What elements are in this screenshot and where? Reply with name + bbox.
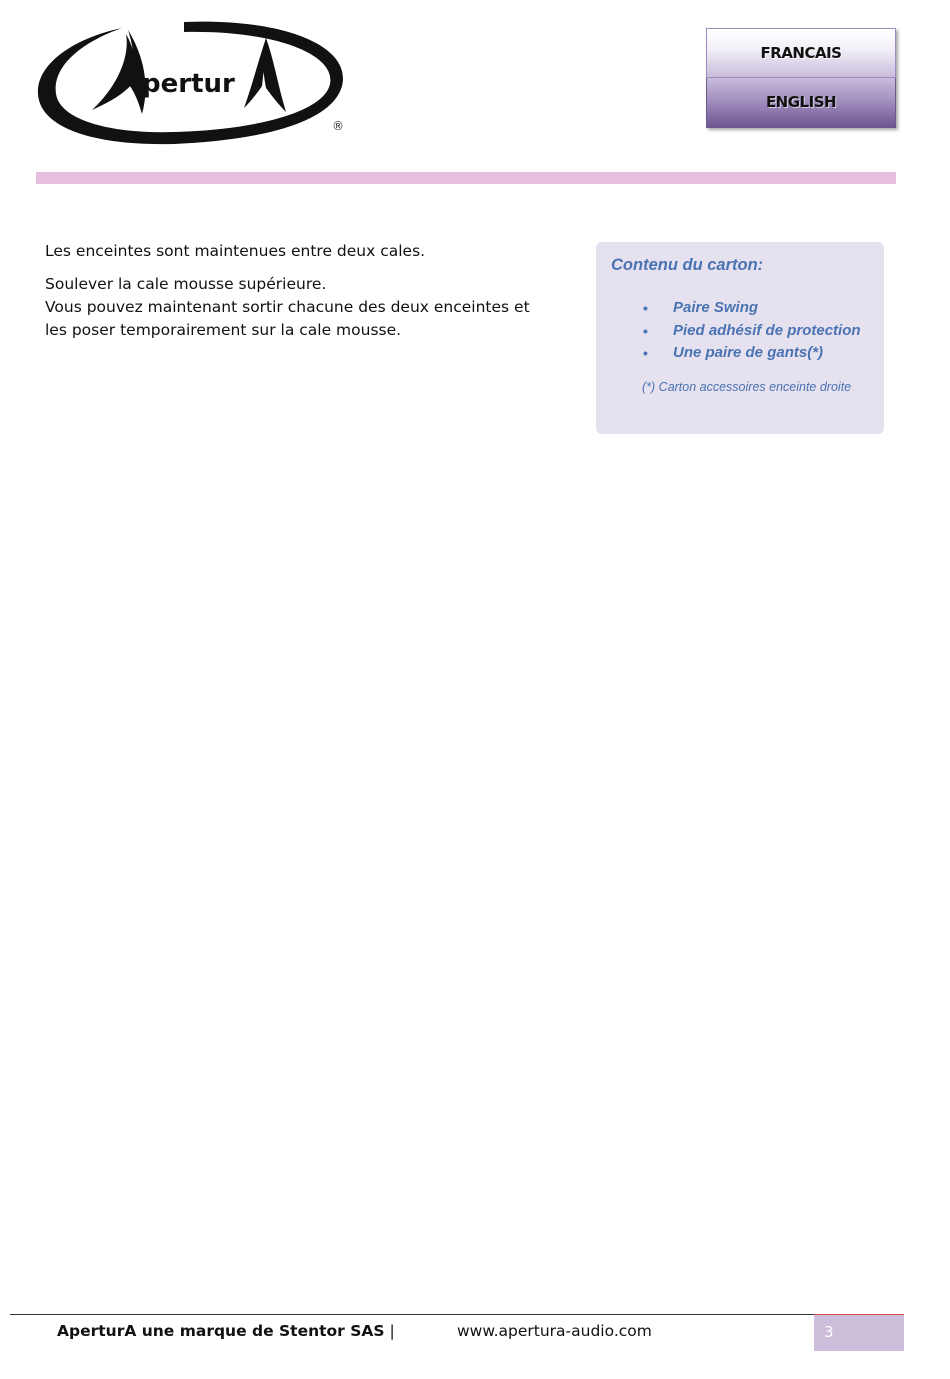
language-switcher [706,28,896,128]
contents-list [596,297,861,365]
footer-separator: | [389,1322,395,1340]
box-contents-sidebar [596,242,884,434]
bullet-icon: • [643,345,648,361]
footer-website-link[interactable]: www.apertura-audio.com [457,1322,652,1340]
logo-wordmark: pertur [142,69,235,99]
main-text [45,240,545,342]
paragraph-2-line-2: Vous pouvez maintenant sortir chacune des deux enceintes et les poser temporairement sur la cale mousse. [45,298,530,339]
list-item: • Paire Swing [596,297,861,320]
footer-rule [10,1314,814,1315]
list-item: • Une paire de gants(*) [596,342,861,365]
footer-company-name: AperturA une marque de Stentor SAS [57,1322,385,1340]
header-divider-band [36,172,896,184]
sidebar-title: Contenu du carton: [611,256,764,274]
list-item: • Pied adhésif de protection [596,320,861,343]
francais-button[interactable]: FRANCAIS [706,28,896,78]
bullet-icon: • [643,322,648,339]
page-number: 3 [814,1315,904,1351]
paragraph-2-line-1: Soulever la cale mousse supérieure. [45,275,327,293]
sidebar-footnote: (*) Carton accessoires enceinte droite [642,380,852,394]
paragraph-1: Les enceintes sont maintenues entre deux cales. [45,242,426,260]
apertura-logo [34,16,354,148]
bullet-icon: • [643,300,648,316]
registered-mark: ® [332,119,344,133]
english-button[interactable]: ENGLISH [706,78,896,128]
footer-company [57,1322,395,1340]
